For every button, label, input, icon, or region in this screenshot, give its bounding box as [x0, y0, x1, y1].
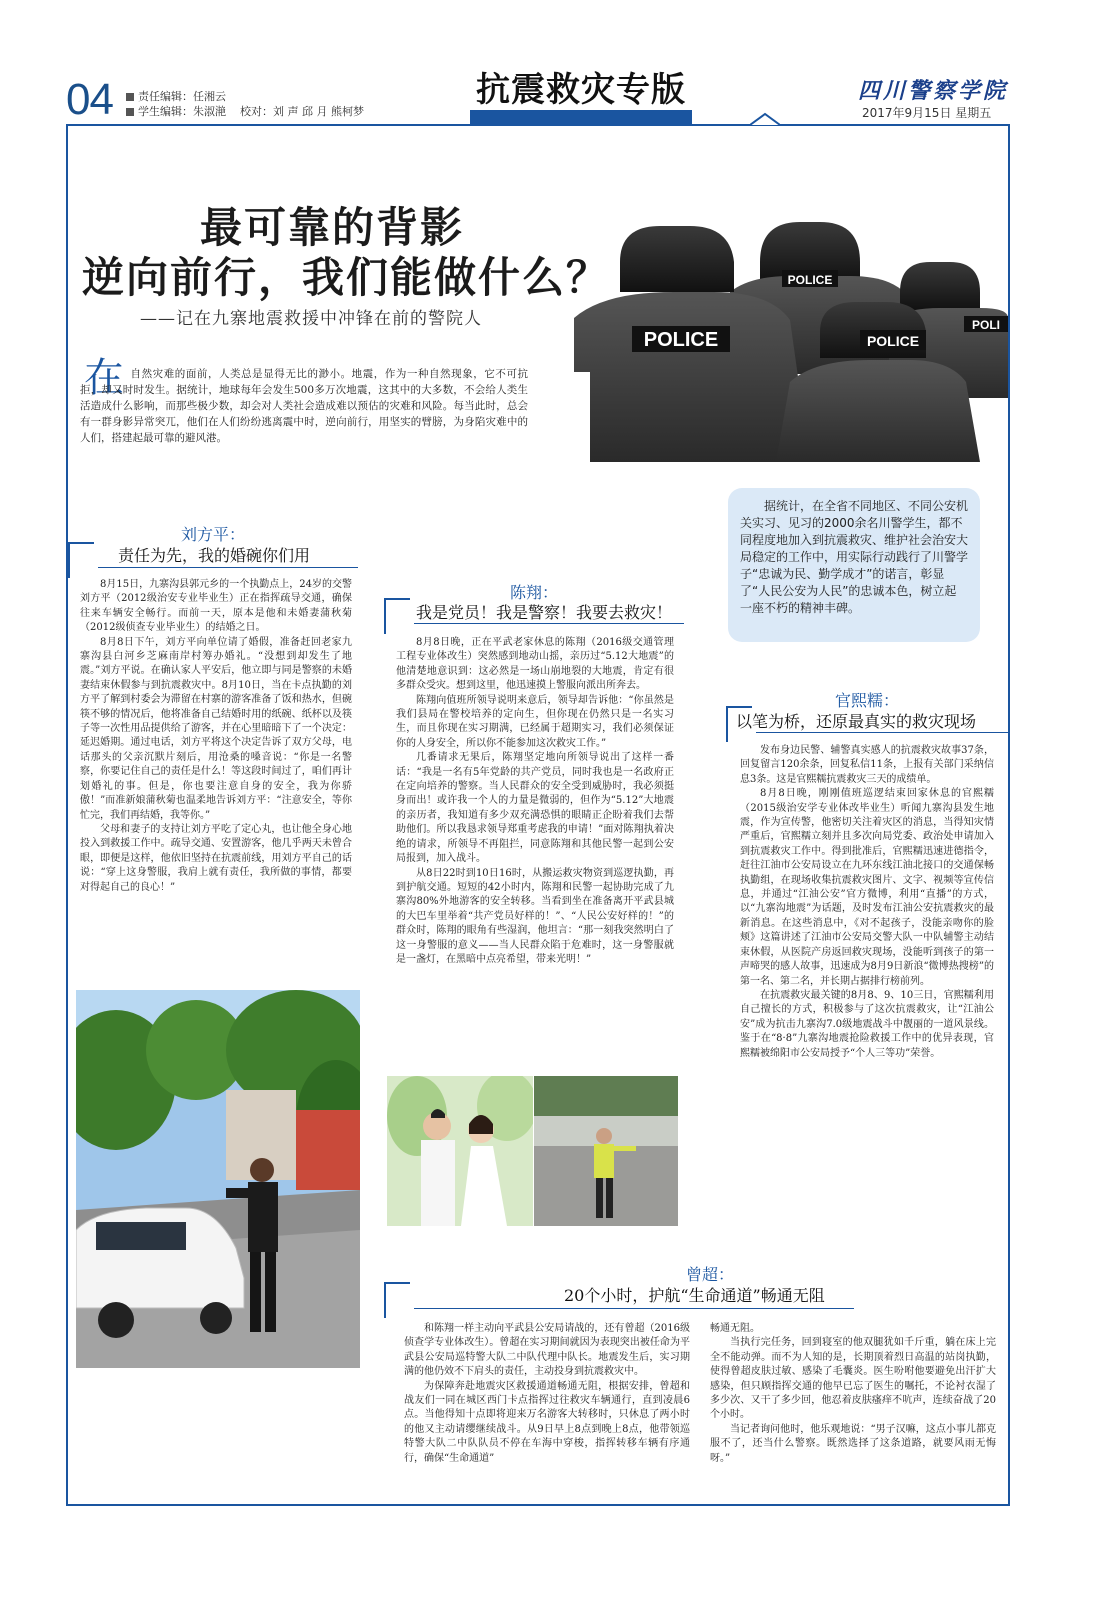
paragraph: 8月8日下午，刘方平向单位请了婚假，准备赶回老家九寨沟县白河乡芝麻南岸村筹办婚礼。“没想到却发生了地震。”刘方平说。在确认家人平安后，他立即与同是警察的未婚妻结束休假参与到抗震救灾中。8月10日，当在卡点执勤的刘方平了解到村委会为滞留在村寨的游客准备了饭和热水，但碗筷不够的情况后，他将准备自己结婚时用的纸碗、纸杯以及筷子等一次性用品提供给了游客，并在心里暗暗下了一个决定：延迟婚期。通过电话，刘方平将这个决定告诉了双方父母，电话那头的父亲沉默片刻后，用沧桑的嗓音说：“你是一名警察，你要记住自己的责任是什么！等这段时间过了，咱们再计划婚礼的事。但是，你也要注意自身的安全，我为你骄傲！”而准新娘蒲秋菊也温柔地告诉刘方平：“注意安全，等你忙完，我们再结婚，我等你。” — [80, 636, 352, 821]
intro-dropcap: 在 — [84, 355, 124, 401]
paragraph: 陈翔向值班所领导说明来意后，领导却告诉他：“你虽然是我们县局在警校培养的定向生，但你现在仍然只是一名实习生，而且你现在实习期满，已经属于超期实习，我们必须保证你的人身安全，所以你不能参加这次救灾工作。” — [396, 694, 674, 749]
section-liu-header — [68, 522, 358, 572]
photo-officer-directing-car — [76, 990, 360, 1368]
police-label-4: POLI — [971, 318, 1001, 332]
photo-traffic-police-on-road — [534, 1076, 678, 1226]
photo-wedding-couple — [387, 1076, 533, 1226]
section-guan-header — [726, 688, 1008, 738]
feature-subtitle: ——记在九寨地震救援中冲锋在前的警院人 — [140, 309, 482, 329]
masthead-logo: 四川警察学院 — [858, 78, 1009, 104]
police-label-2: POLICE — [787, 273, 833, 287]
paragraph: 畅通无阻。 — [710, 1323, 760, 1334]
frame-bottom-rule — [66, 1504, 1010, 1506]
section-chen-body — [396, 636, 674, 967]
paragraph: 8月15日，九寨沟县郭元乡的一个执勤点上，24岁的交警刘方平（2012级治安专业毕业生）正在指挥疏导交通，确保往来车辆安全畅行。而前一天，原本是他和未婚妻蒲秋菊（2012级侦查专业毕业生）的结婚之日。 — [80, 579, 352, 634]
section-liu-headline: 责任为先，我的婚碗你们用 — [118, 546, 311, 565]
paragraph: 和陈翔一样主动向平武县公安局请战的，还有曾超（2016级侦查学专业体改生）。曾超在实习期间就因为表现突出被任命为平武县公安局巡特警大队二中队代理中队长。地震发生后，实习期满的他仍效不下肩头的责任，主动投身到抗震救灾中。 — [404, 1323, 690, 1378]
section-chen-header — [384, 580, 684, 630]
statistics-infobox: 据统计，在全省不同地区、不同公安机关实习、见习的2000余名川警学生，都不同程度地加入到抗震救灾、维护社会治安大局稳定的工作中，用实际行动践行了川警学子“忠诚为民、勤学成才”的诺言，彰显了“人民公安为人民”的忠诚本色，树立起一座不朽的精神丰碑。 — [728, 488, 980, 642]
student-editor-credit: 学生编辑：朱淑滟 — [138, 105, 226, 118]
section-guan-name: 官熙糯： — [834, 691, 899, 710]
section-chen-name: 陈翔： — [509, 583, 558, 602]
square-bullet-icon — [126, 93, 134, 101]
frame-left-rule — [66, 126, 68, 1506]
issue-date: 2017年9月15日 星期五 — [862, 106, 992, 120]
editor-credit: 责任编辑：任湘云 — [138, 90, 226, 103]
paragraph: 8月8日晚，刚刚值班巡逻结束回家休息的官熙糯（2015级治安学专业体改毕业生）听闻九寨沟县发生地震，作为宣传警，他密切关注着灾区的消息，当得知灾情严重后，官熙糯立刻并且多次向局党委、政治处申请加入到抗震救灾工作中。得到批准后，官熙糯迅速进德指令，赶往江油市公安局设立在九环东线江油北接口的交通保畅执勤组，在现场收集抗震救灾图片、文字、视频等宣传信息，并通过“江油公安”官方微博，利用“直播”的方式，以“九寨沟地震”为话题，及时发布江油公安抗震救灾的最新消息。在这些消息中，《对不起孩子，没能亲吻你的脸颊》这篇讲述了江油市公安局交警大队一中队辅警主动结束休假，从医院产房返回救灾现场，没能听到孩子的第一声啼哭的感人故事，迅速成为8月9日新浪“微博热搜榜”的第一名、第二名，并长期占据排行榜前列。 — [740, 788, 994, 987]
section-zeng-headline: 20个小时，护航“生命通道”畅通无阻 — [564, 1286, 825, 1305]
paragraph: 当执行完任务，回到寝室的他双腿犹如千斤重，躺在床上完全不能动弹。而不为人知的是，长期顶着烈日高温的站岗执勤，使得曾超皮肤过敏、感染了毛囊炎。医生吩咐他要避免出汗扩大感染，但只顾指挥交通的他早已忘了医生的嘱托，不论衬衣湿了多少次、又干了多少回，他忍着皮肤瘙痒不吭声，连续奋战了20个小时。 — [710, 1337, 996, 1421]
section-zeng-body-left — [404, 1322, 690, 1466]
police-silhouette-illustration — [560, 222, 1008, 462]
section-zeng-body-right — [710, 1322, 996, 1466]
header-notch-icon — [750, 112, 780, 128]
section-zeng-header — [384, 1262, 864, 1312]
section-guan-headline: 以笔为桥，还原最真实的救灾现场 — [736, 712, 977, 731]
paragraph: 发布身边民警、辅警真实感人的抗震救灾故事37条，回复留言120余条，回复私信11条，上报有关部门采纳信息3条。这是官熙糯抗震救灾三天的成绩单。 — [740, 745, 994, 785]
page-number: 04 — [66, 75, 113, 124]
feature-title-line2: 逆向前行，我们能做什么？ — [82, 253, 611, 302]
paragraph: 在抗震救灾最关键的8月8、9、10三日，官熙糯利用自己擅长的方式，积极参与了这次抗震救灾，让“江油公安”成为抗击九寨沟7.0级地震战斗中靓丽的一道风景线。鉴于在“8·8”九寨沟地震抢险救援工作中的优异表现，官熙糯被绵阳市公安局授予“个人三等功”荣誉。 — [740, 989, 994, 1059]
intro-paragraph: 自然灾难的面前，人类总是显得无比的渺小。地震，作为一种自然现象，它不可抗拒，却又时时发生。据统计，地球每年会发生500多万次地震，这其中的大多数，不会给人类生活造成什么影响，而那些极少数，却会对人类社会造成难以预估的灾难和风险。每当此时，总会有一群身影异常突兀，他们在人们纷纷逃离震中时，逆向前行，用坚实的臂膀，为身陷灾难中的人们，搭建起最可靠的避风港。 — [80, 368, 528, 444]
section-liu-body — [80, 578, 352, 895]
paragraph: 父母和妻子的支持让刘方平吃了定心丸，也让他全身心地投入到救援工作中。疏导交通、安置游客，他几乎两天未曾合眼，即便是这样，他依旧坚持在抗震前线，用刘方平自己的话说：“穿上这身警服，我肩上就有责任，我所做的事情，都要对得起自己的良心！” — [80, 823, 352, 893]
section-liu-name: 刘方平： — [180, 525, 245, 544]
paragraph: 当记者询问他时，他乐观地说：“男子汉嘛，这点小事儿都克服不了，还当什么警察。既然选择了这条道路，就要风雨无悔呀。” — [710, 1423, 996, 1464]
section-chen-headline: 我是党员！我是警察！我要去救灾！ — [416, 603, 673, 622]
header-rule — [66, 124, 1010, 126]
police-label-3: POLICE — [866, 333, 920, 349]
section-zeng-name: 曾超： — [686, 1265, 735, 1284]
section-banner-title: 抗震救灾专版 — [476, 70, 686, 110]
credits — [126, 89, 364, 119]
paragraph: 从8日22时到10日16时，从搬运救灾物资到巡逻执勤，再到护航交通。短短的42小时内，陈翔和民警一起协助完成了九寨沟80%外地游客的安全转移。当看到坐在准备离开平武县城的大巴车里举着“共产党员好样的！”、“人民公安好样的！”的群众时，陈翔的眼角有些湿润，他坦言：“那一刻我突然明白了这一身警服的意义——当人民群众陷于危难时，这一身警服就是一盏灯，在黑暗中点亮希望，带来光明！” — [396, 867, 674, 965]
police-label-1: POLICE — [643, 329, 719, 351]
paragraph: 8月8日晚，正在平武老家休息的陈翔（2016级交通管理工程专业体改生）突然感到地动山摇，亲历过“5.12大地震”的他清楚地意识到：这必然是一场山崩地裂的大地震，肯定有很多群众受灾。想到这里，他迅速摸上警服向派出所奔去。 — [396, 637, 674, 692]
section-guan-body — [740, 744, 994, 1061]
frame-right-rule — [1008, 126, 1010, 1506]
square-bullet-icon — [126, 108, 134, 116]
proofreader-credit: 校对：刘 声 邱 月 熊柯梦 — [240, 105, 364, 118]
paragraph: 几番请求无果后，陈翔坚定地向所领导说出了这样一番话：“我是一名有5年党龄的共产党员，同时我也是一名政府正在定向培养的警察。当人民群众的安全受到威胁时，我必须挺身而出！或许我一个人的力量是微弱的，但作为“5.12”大地震的亲历者，我知道有多少双充满恐惧的眼睛正企盼着我们去帮助他们。所以我恳求领导郑重考虑我的申请！”面对陈翔执着决绝的请求，所领导不再阻拦，同意陈翔和其他民警一起到公安局报到，加入战斗。 — [396, 752, 674, 865]
paragraph: 为保障奔赴地震灾区救援通道畅通无阻，根据安排，曾超和战友们一同在城区西门卡点指挥过往救灾车辆通行，直到凌晨6点。当他得知十点即将迎来万名游客大转移时，只休息了两小时的他又主动请缨继续战斗。从9日早上8点到晚上8点，他带领巡特警大队二中队队员不停在车海中穿梭，指挥转移车辆有序通行，确保“生命通道” — [404, 1380, 690, 1464]
feature-title-line1: 最可靠的背影 — [200, 203, 465, 252]
